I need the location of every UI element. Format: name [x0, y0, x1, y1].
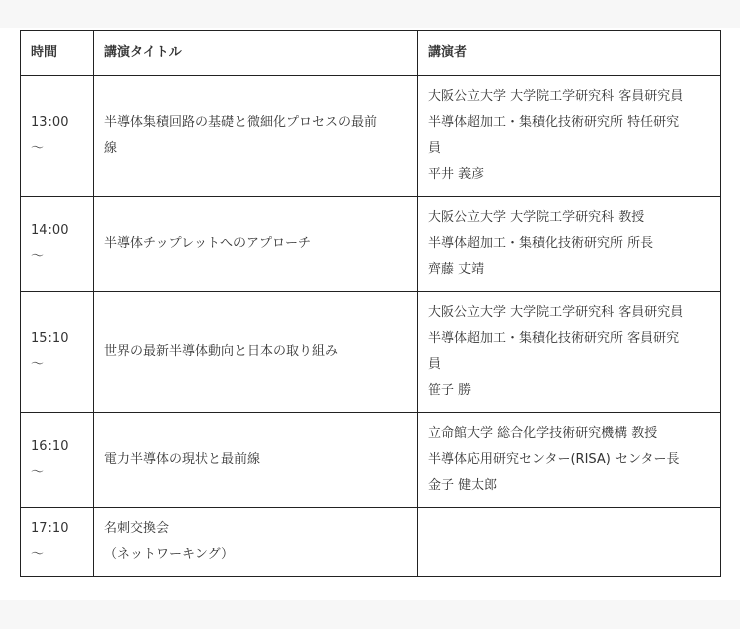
speaker-cell	[418, 413, 721, 508]
title-cell	[94, 413, 418, 508]
time-cell-line: 17:10	[31, 521, 69, 536]
content-panel	[0, 28, 740, 600]
title-cell	[94, 508, 418, 577]
speaker-cell-line: 笹子 勝	[428, 383, 472, 398]
speaker-cell-line: 大阪公立大学 大学院工学研究科 客員研究員	[428, 305, 684, 320]
speaker-cell-line: 立命館大学 総合化学技術研究機構 教授	[428, 426, 658, 441]
speaker-cell-line: 半導体超加工・集積化技術研究所 特任研究	[428, 115, 680, 130]
time-cell	[21, 76, 94, 197]
header-speaker: 講演者	[418, 31, 721, 76]
schedule-body	[21, 76, 721, 577]
page-bottom-background	[0, 600, 740, 629]
title-cell-line: 半導体集積回路の基礎と微細化プロセスの最前	[104, 115, 378, 130]
title-cell-line: 電力半導体の現状と最前線	[104, 452, 261, 467]
speaker-cell-line: 半導体超加工・集積化技術研究所 客員研究	[428, 331, 680, 346]
title-cell	[94, 292, 418, 413]
time-cell-line: 15:10	[31, 331, 69, 346]
speaker-cell	[418, 197, 721, 292]
time-cell-line: 〜	[31, 357, 45, 372]
time-cell-line: 14:00	[31, 223, 69, 238]
speaker-cell-line: 齊藤 丈靖	[428, 262, 485, 277]
header-title: 講演タイトル	[94, 31, 418, 76]
time-cell	[21, 508, 94, 577]
time-cell-line: 〜	[31, 141, 45, 156]
schedule-table	[20, 30, 721, 577]
speaker-cell	[418, 76, 721, 197]
title-cell	[94, 197, 418, 292]
speaker-cell-line: 大阪公立大学 大学院工学研究科 客員研究員	[428, 89, 684, 104]
time-cell-line: 16:10	[31, 439, 69, 454]
time-cell	[21, 292, 94, 413]
time-cell-line: 〜	[31, 249, 45, 264]
time-cell-line: 〜	[31, 465, 45, 480]
time-cell-line: 13:00	[31, 115, 69, 130]
title-cell-line: （ネットワーキング）	[104, 547, 235, 562]
table-header-row	[21, 31, 721, 76]
speaker-cell-line: 員	[428, 357, 442, 372]
time-cell	[21, 197, 94, 292]
speaker-cell	[418, 508, 721, 577]
table-row	[21, 413, 721, 508]
time-cell	[21, 413, 94, 508]
speaker-cell-line: 金子 健太郎	[428, 478, 498, 493]
table-row	[21, 76, 721, 197]
time-cell-line: 〜	[31, 547, 45, 562]
table-row	[21, 508, 721, 577]
table-row	[21, 292, 721, 413]
title-cell	[94, 76, 418, 197]
speaker-cell-line: 半導体超加工・集積化技術研究所 所長	[428, 236, 654, 251]
title-cell-line: 線	[104, 141, 118, 156]
header-time: 時間	[21, 31, 94, 76]
title-cell-line: 名刺交換会	[104, 521, 170, 536]
speaker-cell	[418, 292, 721, 413]
speaker-cell-line: 大阪公立大学 大学院工学研究科 教授	[428, 210, 645, 225]
title-cell-line: 半導体チップレットへのアプローチ	[104, 236, 311, 251]
table-row	[21, 197, 721, 292]
speaker-cell-line: 平井 義彦	[428, 167, 485, 182]
speaker-cell-line: 員	[428, 141, 442, 156]
speaker-cell-line: 半導体応用研究センター(RISA) センター長	[428, 452, 680, 467]
title-cell-line: 世界の最新半導体動向と日本の取り組み	[104, 344, 339, 359]
